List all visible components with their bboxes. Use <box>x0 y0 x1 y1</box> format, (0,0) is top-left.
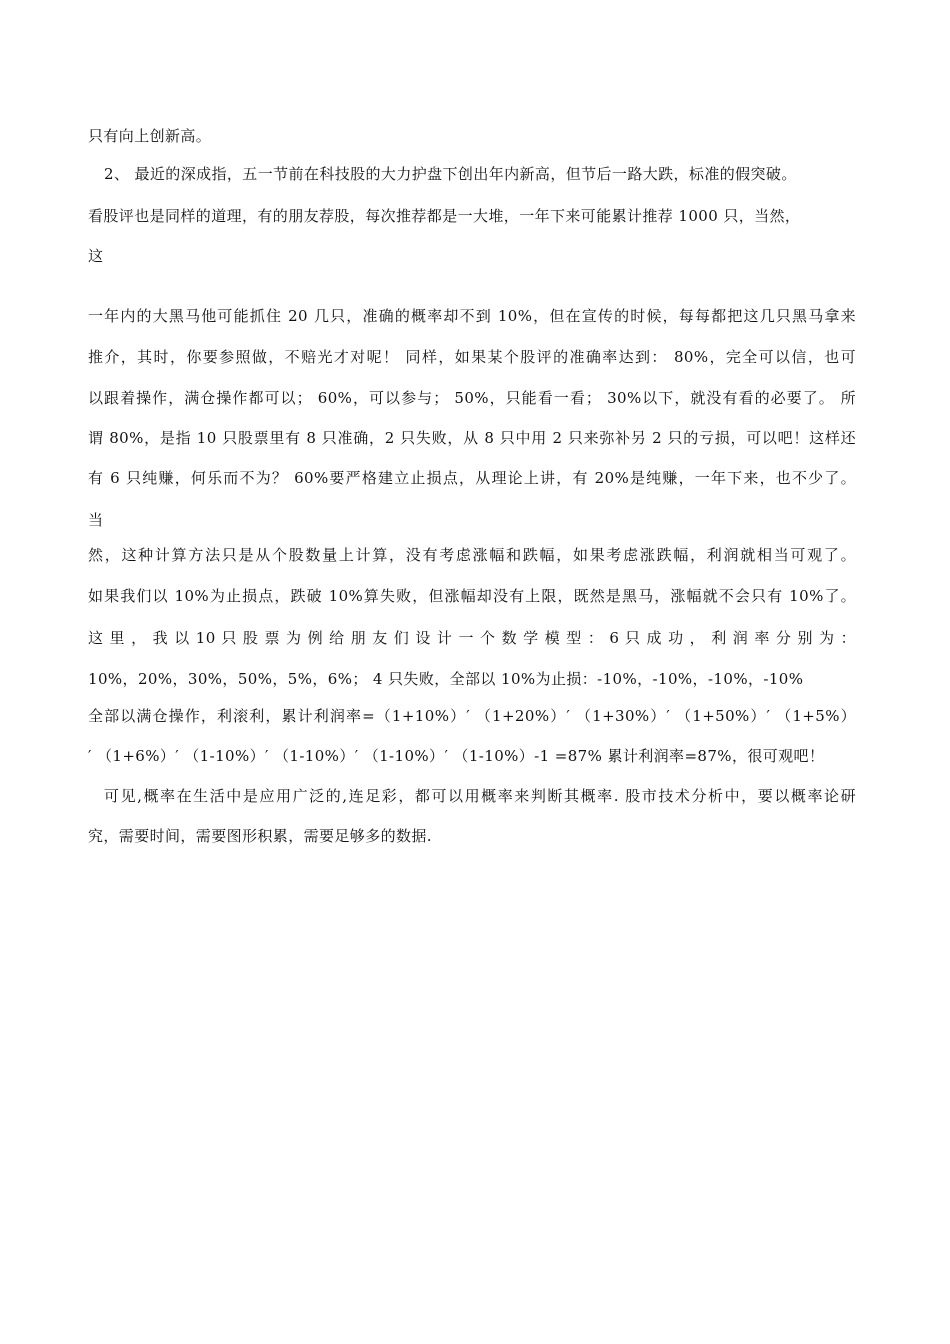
text-line-12: 如果我们以 10%为止损点，跌破 10%算失败，但涨幅却没有上限，既然是黑马，涨幅就不会只有 10%了。 <box>88 587 856 605</box>
text-line-18: 究，需要时间，需要图形积累，需要足够多的数据. <box>88 827 432 845</box>
text-line-10: 当 <box>88 511 104 529</box>
text-line-16: ′ （1+6%）′ （1-10%）′ （1-10%）′ （1-10%）′ （1-10%）-1 =87% 累计利润率=87%，很可观吧！ <box>88 747 825 765</box>
text-line-3: 看股评也是同样的道理，有的朋友荐股，每次推荐都是一大堆，一年下来可能累计推荐 1000 只，当然， <box>88 207 801 225</box>
text-line-11: 然，这种计算方法只是从个股数量上计算，没有考虑涨幅和跌幅，如果考虑涨跌幅，利润就相当可观了。 <box>88 546 856 564</box>
text-line-8: 谓 80%，是指 10 只股票里有 8 只准确，2 只失败，从 8 只中用 2 只来弥补另 2 只的亏损，可以吧！这样还 <box>88 429 856 447</box>
text-line-15: 全部以满仓操作，利滚利，累计利润率=（1+10%）′ （1+20%）′ （1+30%）′ （1+50%）′ （1+5%） <box>88 707 856 725</box>
text-line-9: 有 6 只纯赚，何乐而不为？ 60%要严格建立止损点，从理论上讲，有 20%是纯赚，一年下来，也不少了。 <box>88 469 856 487</box>
text-line-1: 只有向上创新高。 <box>88 127 212 145</box>
text-line-4: 这 <box>88 247 104 265</box>
text-line-7: 以跟着操作，满仓操作都可以； 60%，可以参与； 50%，只能看一看； 30%以下，就没有看的必要了。 所 <box>88 389 856 407</box>
text-line-17: 可见,概率在生活中是应用广泛的,连足彩，都可以用概率来判断其概率. 股市技术分析中，要以概率论研 <box>104 787 856 805</box>
text-line-5: 一年内的大黑马他可能抓住 20 几只，准确的概率却不到 10%，但在宣传的时候，每每都把这几只黑马拿来 <box>88 307 856 325</box>
text-line-2: 2、 最近的深成指，五一节前在科技股的大力护盘下创出年内新高，但节后一路大跌，标准的假突破。 <box>104 165 797 183</box>
text-line-14: 10%，20%，30%，50%，5%，6%； 4 只失败，全部以 10%为止损：-10%，-10%，-10%，-10% <box>88 670 804 688</box>
text-line-13: 这 里 ， 我 以 10 只 股 票 为 例 给 朋 友 们 设 计 一 个 数 学 模 型 ： 6 只 成 功 ， 利 润 率 分 别 为 ： <box>88 629 856 647</box>
text-line-6: 推介，其时，你要参照做，不赔光才对呢！ 同样，如果某个股评的准确率达到： 80%，完全可以信，也可 <box>88 348 856 366</box>
